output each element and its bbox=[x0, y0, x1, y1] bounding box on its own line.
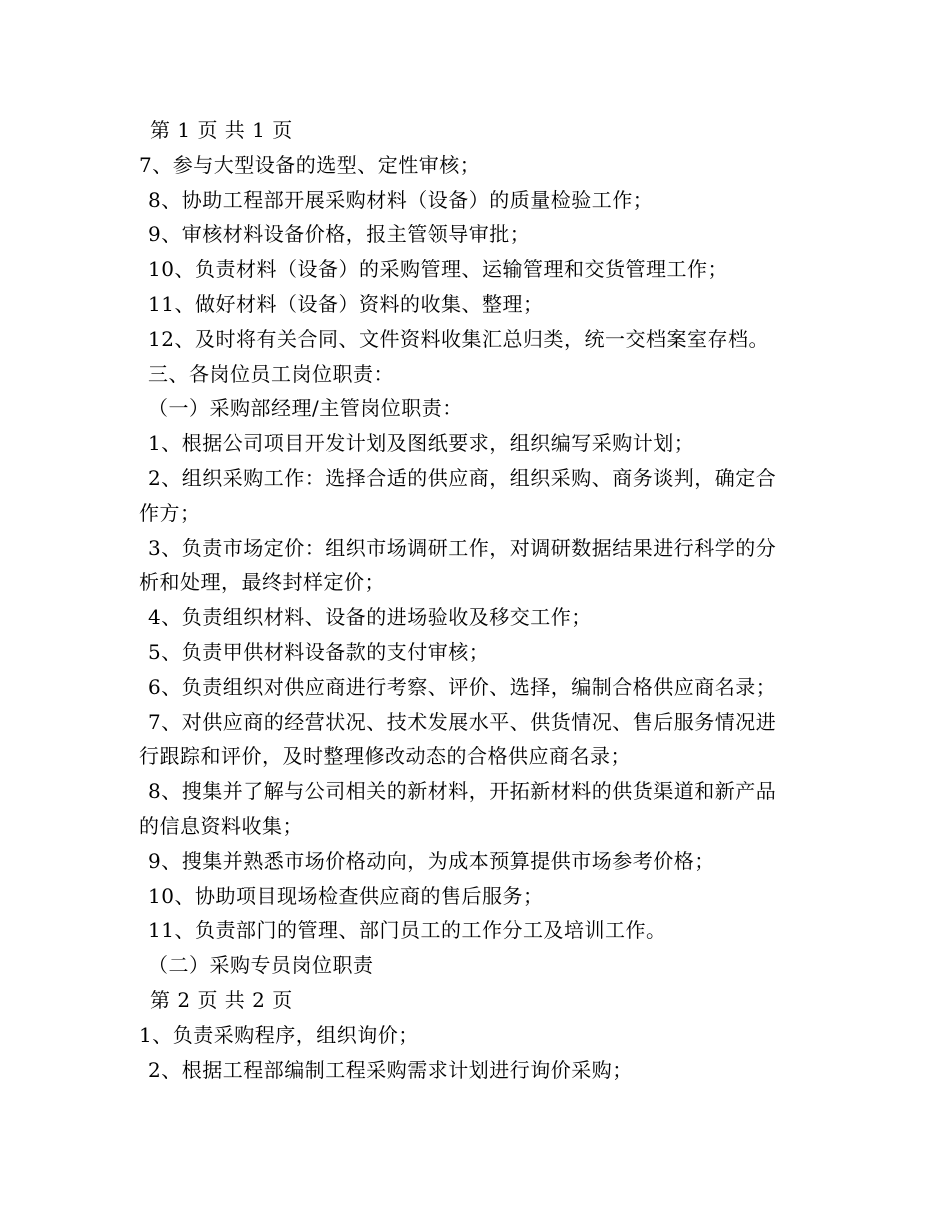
section-heading: 三、各岗位员工岗位职责： bbox=[148, 361, 394, 386]
text-line: 9、审核材料设备价格，报主管领导审批； bbox=[148, 222, 531, 247]
text-line: 7、对供应商的经营状况、技术发展水平、供货情况、售后服务情况进 bbox=[148, 709, 777, 734]
subsection-heading: （一）采购部经理/主管岗位职责： bbox=[148, 396, 463, 421]
text-line: 5、负责甲供材料设备款的支付审核； bbox=[148, 639, 490, 664]
text-line: 11、做好材料（设备）资料的收集、整理； bbox=[148, 291, 544, 316]
text-line: 2、组织采购工作：选择合适的供应商，组织采购、商务谈判，确定合 bbox=[148, 465, 777, 490]
document-body bbox=[0, 113, 950, 1087]
text-line: 10、协助项目现场检查供应商的售后服务； bbox=[148, 883, 544, 908]
text-line: 行跟踪和评价，及时整理修改动态的合格供应商名录； bbox=[139, 744, 631, 769]
text-line: 1、负责采购程序，组织询价； bbox=[139, 1022, 419, 1047]
text-line: 11、负责部门的管理、部门员工的工作分工及培训工作。 bbox=[148, 918, 667, 943]
text-line: 4、负责组织材料、设备的进场验收及移交工作； bbox=[148, 605, 592, 630]
text-line: 9、搜集并熟悉市场价格动向，为成本预算提供市场参考价格； bbox=[148, 848, 715, 873]
text-line: 析和处理，最终封样定价； bbox=[139, 570, 385, 595]
text-line: 8、协助工程部开展采购材料（设备）的质量检验工作； bbox=[148, 187, 654, 212]
text-line: 2、根据工程部编制工程采购需求计划进行询价采购； bbox=[148, 1057, 633, 1082]
subsection-heading: （二）采购专员岗位职责 bbox=[148, 953, 374, 978]
text-line: 6、负责组织对供应商进行考察、评价、选择，编制合格供应商名录； bbox=[148, 674, 777, 699]
text-line: 1、根据公司项目开发计划及图纸要求，组织编写采购计划； bbox=[148, 431, 695, 456]
page-footer-2: 第 2 页 共 2 页 bbox=[150, 987, 293, 1012]
text-line: 10、负责材料（设备）的采购管理、运输管理和交货管理工作； bbox=[148, 257, 728, 282]
text-line: 8、搜集并了解与公司相关的新材料，开拓新材料的供货渠道和新产品 bbox=[148, 779, 777, 804]
page-footer-1: 第 1 页 共 1 页 bbox=[150, 118, 293, 142]
text-line: 作方； bbox=[139, 500, 201, 525]
text-line: 3、负责市场定价：组织市场调研工作，对调研数据结果进行科学的分 bbox=[148, 535, 777, 560]
text-line: 12、及时将有关合同、文件资料收集汇总归类，统一交档案室存档。 bbox=[148, 326, 769, 351]
text-line: 7、参与大型设备的选型、定性审核； bbox=[139, 152, 481, 177]
text-line: 的信息资料收集； bbox=[139, 813, 303, 838]
